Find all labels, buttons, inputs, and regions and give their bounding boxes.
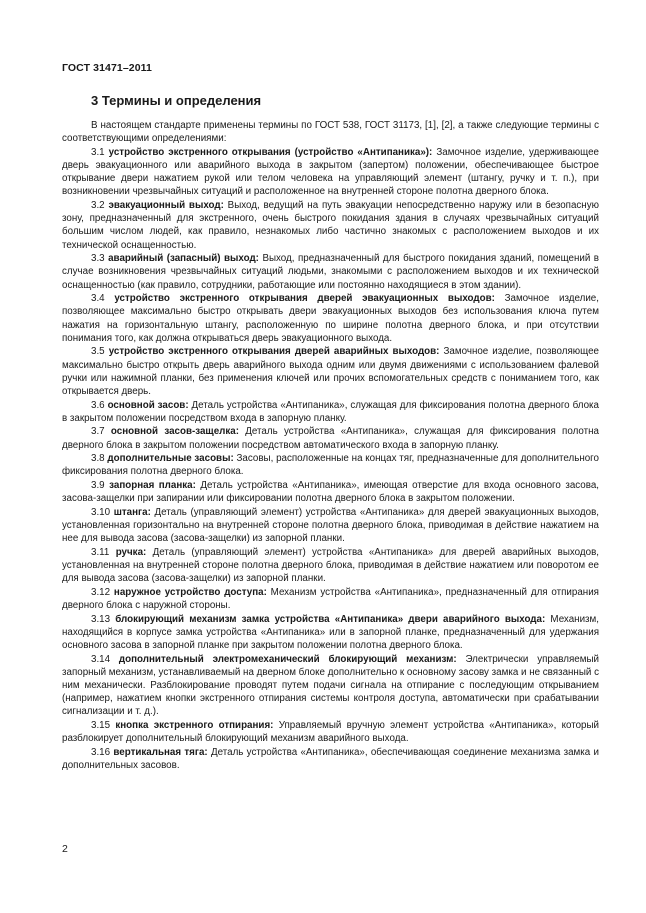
term-text: Деталь (управляющий элемент) устройства «Антипаника» для дверей аварийных выходов, установленная на внутренней стороне полотна дверного блока, приводимая в действие нажатием или поворотом ее для вывода засова (засова-защелки) из запорной планки. (62, 546, 600, 585)
term-definition (62, 452, 599, 478)
term-definition (62, 252, 599, 292)
intro-paragraph: В настоящем стандарте применены термины по ГОСТ 538, ГОСТ 31173, [1], [2], а также следующие термины с соответствующими определениями: (62, 120, 599, 145)
page-number: 2 (62, 843, 68, 855)
term-number: 3.3 (91, 253, 105, 265)
term-text: Выход, предназначенный для быстрого покидания зданий, помещений в случае возникновения чрезвычайных ситуаций людьми, знакомыми с расположением выходов и их технической оснащенностью (как правило, сотрудники, работающие или постоянно находящиеся в этом здании). (62, 253, 600, 291)
term-text: Электрически управляемый запорный механизм, устанавливаемый на дверном блоке дополнительно к основному засову замка и не связанный с ним механически. Разблокирование проводят путем подачи сигнала на отпирание с последующим открыванием (например, нажатием кнопки экстренного отпирания системы контроля доступа, автоматически при срабатывании сигнализации и т. д.). (62, 653, 599, 718)
term-text: Замочное изделие, удерживающее дверь эвакуационного или аварийного выхода в закрытом (запертом) положении, обеспечивающее быстрое открывание двери нажатием рукой или телом человека на управляющий элемент (штангу, ручку и т. п.), при возникновении чрезвычайных ситуаций и расположенное на внутренней стороне полотна дверного блока. (62, 146, 599, 198)
term-text: Деталь устройства «Антипаника», имеющая отверстие для входа основного засова, засова-защелки при запирании или фиксировании полотна дверного блока в закрытом положении. (62, 480, 599, 505)
term-number: 3.9 (91, 480, 105, 491)
term-text: Деталь устройства «Антипаника», служащая для фиксирования полотна дверного блока в закрытом положении посредством входа в запорную планку. (62, 399, 599, 424)
term-definition (62, 586, 599, 612)
term-definition (62, 292, 599, 345)
term-name: кнопка экстренного отпирания: (115, 720, 274, 731)
section-content (62, 119, 599, 773)
term-definition (62, 146, 599, 199)
term-text: Замочное изделие, позволяющее максимально быстро открыть дверь аварийного выхода одним или двумя движениями с использованием фалевой ручки или нажимной планки, без применения ключей или прочих вспомогательных средств с пониманием того, как открывается дверь. (62, 346, 599, 398)
term-text: Механизм, находящийся в корпусе замка устройства «Антипаника» или в запорной планке, предназначенный для удержания основного засова в запорной планке при закрытом положении полотна дверного блока. (62, 613, 599, 651)
term-text: Механизм устройства «Антипаника», предназначенный для отпирания дверного блока с наружной стороны. (62, 586, 599, 611)
term-definition (62, 719, 599, 745)
term-name: устройство экстренного открывания (устройство «Антипаника»): (108, 146, 433, 158)
term-number: 3.6 (91, 399, 105, 411)
term-number: 3.16 (91, 746, 111, 758)
term-name: дополнительные засовы: (107, 453, 234, 465)
term-number: 3.13 (91, 613, 111, 625)
term-number: 3.14 (91, 653, 111, 665)
term-name: штанга: (113, 506, 151, 518)
term-definition (62, 546, 599, 586)
term-text: Выход, ведущий на путь эвакуации непосредственно наружу или в безопасную зону, предназначенный для экстренного, очень быстрого покидания здания в случаях чрезвычайных ситуаций большим числом людей, как правило, незнакомых либо частично знакомых с расположением выходов и их технической оснащенностью. (62, 200, 599, 251)
term-text: Замочное изделие, позволяющее максимально быстро открывать двери эвакуационных выходов без использования ключа путем нажатия на горизонтальную штангу, расположенную по ширине полотна дверного блока, и при отсутствии понимания того, как должна открываться дверь эвакуационного выхода. (62, 293, 599, 344)
term-name: ручка: (115, 546, 147, 558)
term-definition (62, 506, 599, 546)
term-name: устройство экстренного открывания дверей эвакуационных выходов: (114, 293, 495, 305)
term-definition (62, 746, 599, 772)
term-text: Деталь устройства «Антипаника», обеспечивающая соединение механизма замка и дополнительных засовов. (62, 746, 599, 771)
term-definition (62, 479, 599, 505)
term-name: устройство экстренного открывания дверей аварийных выходов: (108, 346, 440, 358)
term-definition (62, 653, 599, 719)
term-name: аварийный (запасный) выход: (108, 253, 259, 265)
term-name: запорная планка: (109, 480, 196, 491)
section-title: 3 Термины и определения (91, 93, 262, 108)
term-text: Управляемый вручную элемент устройства «Антипаника», который разблокирует дополнительный блокирующий механизм аварийного выхода. (62, 720, 599, 745)
term-number: 3.8 (91, 453, 105, 465)
term-name: наружное устройство доступа: (113, 586, 267, 598)
term-name: основной засов-защелка: (110, 426, 239, 438)
term-definition (62, 399, 599, 425)
term-definition (62, 199, 599, 252)
term-text: Деталь (управляющий элемент) устройства «Антипаника» для дверей эвакуационных выходов, установленная горизонтально на внутренней стороне полотна дверного блока, приводимая в действие нажатием на нее для вывода засова (засова-защелки) из запорной планки. (62, 506, 599, 545)
document-code: ГОСТ 31471–2011 (62, 62, 152, 74)
term-number: 3.4 (91, 293, 105, 305)
term-definition (62, 613, 599, 653)
term-number: 3.1 (91, 146, 105, 158)
term-name: блокирующий механизм замка устройства «Антипаника» двери аварийного выхода: (115, 613, 546, 625)
term-number: 3.12 (91, 586, 111, 598)
term-name: эвакуационный выход: (108, 200, 224, 211)
term-name: вертикальная тяга: (113, 746, 208, 758)
term-definition (62, 345, 599, 398)
term-number: 3.11 (91, 546, 110, 558)
term-definition (62, 425, 599, 451)
term-name: основной засов: (107, 399, 189, 411)
term-text: Засовы, расположенные на концах тяг, предназначенные для дополнительного фиксирования полотна дверного блока. (62, 453, 599, 478)
terms-list (62, 146, 599, 772)
term-name: дополнительный электромеханический блокирующий механизм: (118, 653, 457, 665)
term-number: 3.5 (91, 346, 105, 358)
term-number: 3.15 (91, 720, 111, 731)
term-number: 3.7 (91, 426, 105, 438)
term-number: 3.10 (91, 506, 111, 518)
term-number: 3.2 (91, 200, 105, 211)
term-text: Деталь устройства «Антипаника», служащая для фиксирования полотна дверного блока в закрытом положении посредством автоматического входа в запорную планку. (62, 426, 599, 451)
